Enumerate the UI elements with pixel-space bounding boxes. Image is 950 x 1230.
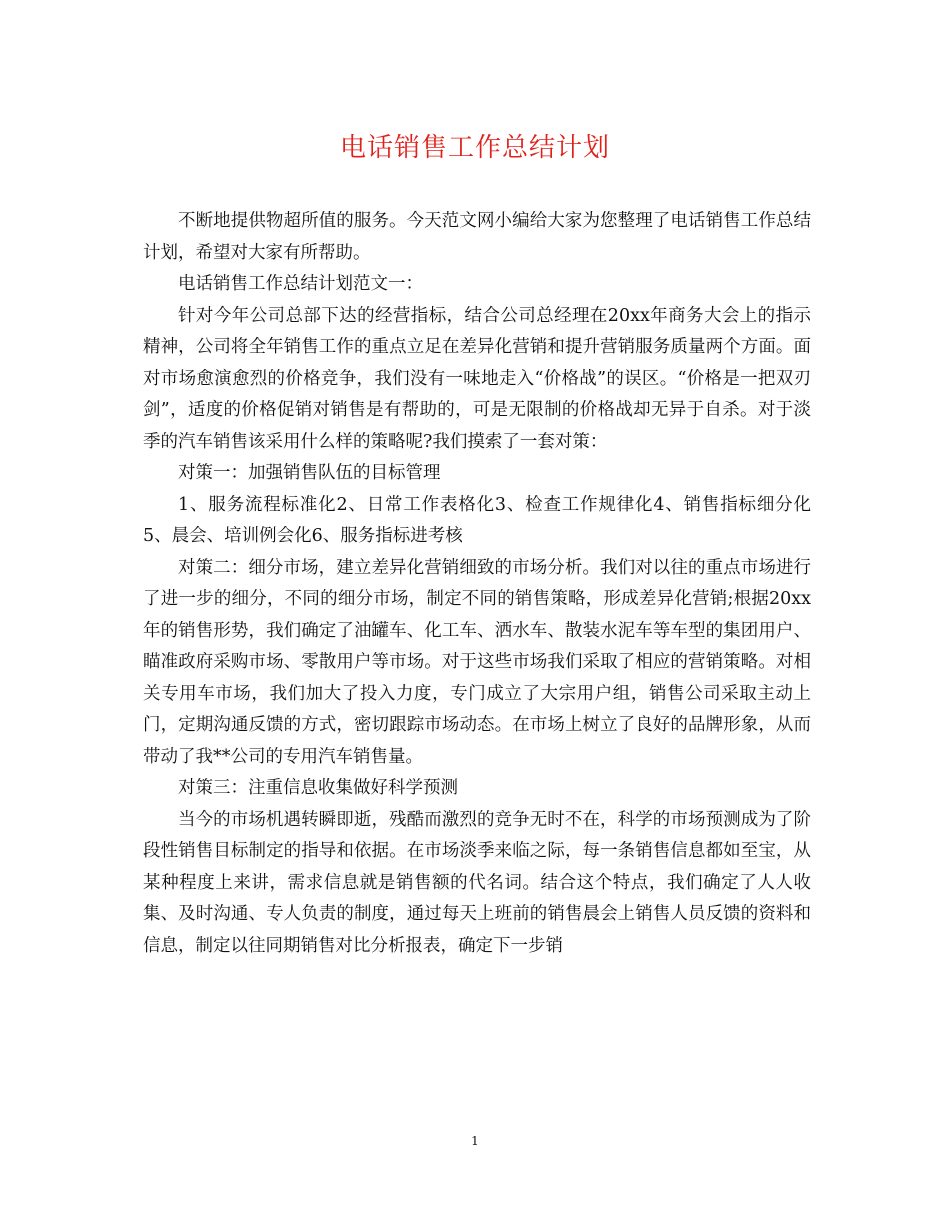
document-title: 电话销售工作总结计划 (339, 133, 610, 163)
paragraph-intro: 不断地提供物超所值的服务。今天范文网小编给大家为您整理了电话销售工作总结计划，希望对大家有所帮助。 (143, 211, 811, 263)
paragraph-strategy-two: 对策二：细分市场，建立差异化营销细致的市场分析。我们对以往的重点市场进行了进一步的细分，不同的细分市场，制定不同的销售策略，形成差异化营销;根据20xx年的销售形势，我们确定了油罐车、化工车、洒水车、散装水泥车等车型的集团用户、瞄准政府采购市场、零散用户等市场。对于这些市场我们采取了相应的营销策略。对相关专用车市场，我们加大了投入力度，专门成立了大宗用户组，销售公司采取主动上门，定期沟通反馈的方式，密切跟踪市场动态。在市场上树立了良好的品牌形象，从而带动了我**公司的专用汽车销售量。 (143, 557, 811, 767)
paragraph-strategy-one-heading: 对策一：加强销售队伍的目标管理 (178, 463, 441, 483)
paragraph-strategy-one-items: 1、服务流程标准化2、日常工作表格化3、检查工作规律化4、销售指标细分化5、晨会、培训例会化6、服务指标进考核 (143, 494, 811, 546)
paragraph-strategy-three: 当今的市场机遇转瞬即逝，残酷而激烈的竞争无时不在，科学的市场预测成为了阶段性销售目标制定的指导和依据。在市场淡季来临之际，每一条销售信息都如至宝，从某种程度上来讲，需求信息就是销售额的代名词。结合这个特点，我们确定了人人收集、及时沟通、专人负责的制度，通过每天上班前的销售晨会上销售人员反馈的资料和信息，制定以往同期销售对比分析报表，确定下一步销 (143, 809, 811, 956)
paragraph-section-heading: 电话销售工作总结计划范文一： (178, 274, 423, 294)
paragraph-background: 针对今年公司总部下达的经营指标，结合公司总经理在20xx年商务大会上的指示精神，公司将全年销售工作的重点立足在差异化营销和提升营销服务质量两个方面。面对市场愈演愈烈的价格竞争，我们没有一味地走入“价格战”的误区。“价格是一把双刃剑”，适度的价格促销对销售是有帮助的，可是无限制的价格战却无异于自杀。对于淡季的汽车销售该采用什么样的策略呢?我们摸索了一套对策： (143, 305, 811, 452)
document-body (143, 206, 811, 962)
page-number: 1 (471, 1134, 479, 1148)
paragraph-strategy-three-heading: 对策三：注重信息收集做好科学预测 (178, 778, 458, 798)
